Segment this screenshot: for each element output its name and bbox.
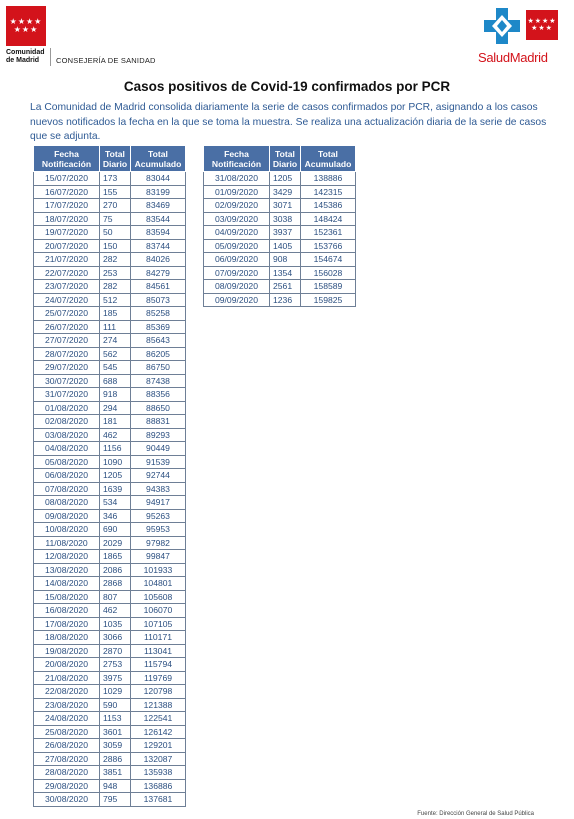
cell-cumulative-total: 153766 bbox=[301, 239, 356, 253]
cell-date: 02/09/2020 bbox=[204, 199, 270, 213]
cell-date: 27/07/2020 bbox=[34, 334, 100, 348]
cell-daily-total: 2868 bbox=[100, 577, 131, 591]
cell-daily-total: 1035 bbox=[100, 617, 131, 631]
cell-cumulative-total: 88831 bbox=[131, 415, 186, 429]
table-row bbox=[204, 226, 356, 240]
column-header-date: Fecha Notificación bbox=[204, 146, 270, 172]
table-row bbox=[34, 320, 186, 334]
table-row bbox=[34, 725, 186, 739]
cell-daily-total: 1153 bbox=[100, 712, 131, 726]
table-row bbox=[34, 496, 186, 510]
cell-daily-total: 807 bbox=[100, 590, 131, 604]
cell-daily-total: 1865 bbox=[100, 550, 131, 564]
cell-daily-total: 1090 bbox=[100, 455, 131, 469]
table-header-row bbox=[34, 146, 186, 172]
cell-date: 23/08/2020 bbox=[34, 698, 100, 712]
cell-daily-total: 282 bbox=[100, 253, 131, 267]
table-row bbox=[34, 455, 186, 469]
cell-daily-total: 2561 bbox=[270, 280, 301, 294]
cell-cumulative-total: 83044 bbox=[131, 172, 186, 186]
cell-cumulative-total: 92744 bbox=[131, 469, 186, 483]
cell-cumulative-total: 119769 bbox=[131, 671, 186, 685]
page-header bbox=[0, 0, 574, 70]
table-row bbox=[34, 253, 186, 267]
cell-cumulative-total: 156028 bbox=[301, 266, 356, 280]
cell-date: 27/08/2020 bbox=[34, 752, 100, 766]
page-title: Casos positivos de Covid-19 confirmados por PCR bbox=[123, 79, 451, 94]
cell-date: 05/09/2020 bbox=[204, 239, 270, 253]
cell-date: 15/07/2020 bbox=[34, 172, 100, 186]
header-divider bbox=[50, 48, 51, 66]
cell-cumulative-total: 158589 bbox=[301, 280, 356, 294]
cell-date: 28/07/2020 bbox=[34, 347, 100, 361]
cell-cumulative-total: 85258 bbox=[131, 307, 186, 321]
table-row bbox=[34, 631, 186, 645]
cell-date: 30/08/2020 bbox=[34, 793, 100, 807]
cell-daily-total: 3038 bbox=[270, 212, 301, 226]
cell-date: 25/07/2020 bbox=[34, 307, 100, 321]
cell-cumulative-total: 85643 bbox=[131, 334, 186, 348]
table-row bbox=[34, 415, 186, 429]
cell-daily-total: 181 bbox=[100, 415, 131, 429]
cell-daily-total: 545 bbox=[100, 361, 131, 375]
table-row bbox=[34, 644, 186, 658]
column-header-cumulative: Total Acumulado bbox=[301, 146, 356, 172]
cell-cumulative-total: 145386 bbox=[301, 199, 356, 213]
cell-date: 09/09/2020 bbox=[204, 293, 270, 307]
cell-daily-total: 253 bbox=[100, 266, 131, 280]
cell-daily-total: 1236 bbox=[270, 293, 301, 307]
table-row bbox=[34, 604, 186, 618]
cell-cumulative-total: 84279 bbox=[131, 266, 186, 280]
cell-cumulative-total: 83744 bbox=[131, 239, 186, 253]
table-row bbox=[34, 698, 186, 712]
cell-cumulative-total: 94917 bbox=[131, 496, 186, 510]
cell-date: 31/08/2020 bbox=[204, 172, 270, 186]
table-row bbox=[204, 212, 356, 226]
cell-date: 18/08/2020 bbox=[34, 631, 100, 645]
cell-daily-total: 795 bbox=[100, 793, 131, 807]
table-row bbox=[34, 793, 186, 807]
cell-date: 23/07/2020 bbox=[34, 280, 100, 294]
cell-daily-total: 690 bbox=[100, 523, 131, 537]
cell-daily-total: 3937 bbox=[270, 226, 301, 240]
cell-date: 17/07/2020 bbox=[34, 199, 100, 213]
cell-cumulative-total: 101933 bbox=[131, 563, 186, 577]
cell-daily-total: 270 bbox=[100, 199, 131, 213]
cell-daily-total: 3071 bbox=[270, 199, 301, 213]
table-row bbox=[34, 712, 186, 726]
table-row bbox=[204, 172, 356, 186]
cell-cumulative-total: 136886 bbox=[131, 779, 186, 793]
table-row bbox=[34, 509, 186, 523]
cell-daily-total: 2086 bbox=[100, 563, 131, 577]
table-row bbox=[34, 199, 186, 213]
cell-cumulative-total: 83199 bbox=[131, 185, 186, 199]
comunidad-de-madrid-logo bbox=[6, 6, 48, 65]
cell-date: 24/07/2020 bbox=[34, 293, 100, 307]
cell-daily-total: 346 bbox=[100, 509, 131, 523]
cell-date: 09/08/2020 bbox=[34, 509, 100, 523]
cell-daily-total: 688 bbox=[100, 374, 131, 388]
cell-cumulative-total: 135938 bbox=[131, 766, 186, 780]
cell-date: 19/07/2020 bbox=[34, 226, 100, 240]
cell-daily-total: 1205 bbox=[100, 469, 131, 483]
cell-daily-total: 173 bbox=[100, 172, 131, 186]
table-row bbox=[34, 658, 186, 672]
cell-daily-total: 562 bbox=[100, 347, 131, 361]
cell-date: 21/07/2020 bbox=[34, 253, 100, 267]
cell-daily-total: 3059 bbox=[100, 739, 131, 753]
table-row bbox=[34, 766, 186, 780]
cell-cumulative-total: 148424 bbox=[301, 212, 356, 226]
cell-daily-total: 111 bbox=[100, 320, 131, 334]
cell-daily-total: 3851 bbox=[100, 766, 131, 780]
cell-daily-total: 282 bbox=[100, 280, 131, 294]
cell-date: 16/08/2020 bbox=[34, 604, 100, 618]
cell-daily-total: 2886 bbox=[100, 752, 131, 766]
cell-date: 02/08/2020 bbox=[34, 415, 100, 429]
table-row bbox=[34, 536, 186, 550]
table-row bbox=[34, 469, 186, 483]
cell-cumulative-total: 113041 bbox=[131, 644, 186, 658]
cell-daily-total: 155 bbox=[100, 185, 131, 199]
table-row bbox=[34, 752, 186, 766]
cell-daily-total: 3975 bbox=[100, 671, 131, 685]
cell-cumulative-total: 89293 bbox=[131, 428, 186, 442]
cell-cumulative-total: 159825 bbox=[301, 293, 356, 307]
cell-date: 07/09/2020 bbox=[204, 266, 270, 280]
cell-cumulative-total: 137681 bbox=[131, 793, 186, 807]
column-header-daily: Total Diario bbox=[100, 146, 131, 172]
madrid-flag-icon: ★★★★ ★★★ bbox=[6, 6, 46, 46]
cell-cumulative-total: 132087 bbox=[131, 752, 186, 766]
table-row bbox=[34, 442, 186, 456]
cell-cumulative-total: 121388 bbox=[131, 698, 186, 712]
cell-cumulative-total: 122541 bbox=[131, 712, 186, 726]
table-row bbox=[34, 185, 186, 199]
cell-daily-total: 3429 bbox=[270, 185, 301, 199]
cell-cumulative-total: 104801 bbox=[131, 577, 186, 591]
cell-cumulative-total: 154674 bbox=[301, 253, 356, 267]
cell-date: 05/08/2020 bbox=[34, 455, 100, 469]
cell-daily-total: 3601 bbox=[100, 725, 131, 739]
cell-daily-total: 150 bbox=[100, 239, 131, 253]
table-row bbox=[34, 293, 186, 307]
cell-date: 29/07/2020 bbox=[34, 361, 100, 375]
cell-date: 01/08/2020 bbox=[34, 401, 100, 415]
cases-table-left bbox=[33, 145, 186, 807]
table-row bbox=[34, 401, 186, 415]
cell-date: 20/07/2020 bbox=[34, 239, 100, 253]
cell-date: 14/08/2020 bbox=[34, 577, 100, 591]
table-row bbox=[34, 523, 186, 537]
cell-cumulative-total: 115794 bbox=[131, 658, 186, 672]
cell-date: 30/07/2020 bbox=[34, 374, 100, 388]
cell-cumulative-total: 91539 bbox=[131, 455, 186, 469]
cell-date: 16/07/2020 bbox=[34, 185, 100, 199]
cell-date: 08/09/2020 bbox=[204, 280, 270, 294]
cell-cumulative-total: 126142 bbox=[131, 725, 186, 739]
cell-cumulative-total: 105608 bbox=[131, 590, 186, 604]
cell-cumulative-total: 110171 bbox=[131, 631, 186, 645]
cell-daily-total: 948 bbox=[100, 779, 131, 793]
table-row bbox=[34, 577, 186, 591]
cell-daily-total: 185 bbox=[100, 307, 131, 321]
cell-cumulative-total: 86205 bbox=[131, 347, 186, 361]
department-label: CONSEJERÍA DE SANIDAD bbox=[56, 56, 156, 65]
cell-date: 22/08/2020 bbox=[34, 685, 100, 699]
table-row bbox=[34, 226, 186, 240]
cell-date: 06/09/2020 bbox=[204, 253, 270, 267]
cell-cumulative-total: 138886 bbox=[301, 172, 356, 186]
table-row bbox=[34, 563, 186, 577]
cell-cumulative-total: 99847 bbox=[131, 550, 186, 564]
cell-date: 21/08/2020 bbox=[34, 671, 100, 685]
cell-cumulative-total: 97982 bbox=[131, 536, 186, 550]
cell-date: 26/08/2020 bbox=[34, 739, 100, 753]
table-row bbox=[34, 388, 186, 402]
column-header-cumulative: Total Acumulado bbox=[131, 146, 186, 172]
cell-daily-total: 462 bbox=[100, 604, 131, 618]
cell-daily-total: 908 bbox=[270, 253, 301, 267]
cell-date: 03/09/2020 bbox=[204, 212, 270, 226]
cell-cumulative-total: 83469 bbox=[131, 199, 186, 213]
cell-date: 20/08/2020 bbox=[34, 658, 100, 672]
table-row bbox=[34, 374, 186, 388]
cell-cumulative-total: 152361 bbox=[301, 226, 356, 240]
cell-date: 08/08/2020 bbox=[34, 496, 100, 510]
table-row bbox=[204, 293, 356, 307]
cell-date: 26/07/2020 bbox=[34, 320, 100, 334]
table-row bbox=[34, 671, 186, 685]
cell-date: 07/08/2020 bbox=[34, 482, 100, 496]
cell-daily-total: 918 bbox=[100, 388, 131, 402]
comunidad-de-madrid-label: Comunidad de Madrid bbox=[6, 49, 45, 64]
table-row bbox=[34, 334, 186, 348]
cell-cumulative-total: 88356 bbox=[131, 388, 186, 402]
cell-daily-total: 590 bbox=[100, 698, 131, 712]
cell-cumulative-total: 120798 bbox=[131, 685, 186, 699]
table-row bbox=[34, 361, 186, 375]
table-row bbox=[34, 779, 186, 793]
table-row bbox=[34, 482, 186, 496]
table-row bbox=[34, 212, 186, 226]
table-row bbox=[34, 280, 186, 294]
table-row bbox=[34, 590, 186, 604]
cell-daily-total: 75 bbox=[100, 212, 131, 226]
column-header-daily: Total Diario bbox=[270, 146, 301, 172]
cell-daily-total: 1029 bbox=[100, 685, 131, 699]
source-note: Fuente: Dirección General de Salud Pública bbox=[417, 811, 534, 817]
cell-daily-total: 2029 bbox=[100, 536, 131, 550]
table-row bbox=[204, 266, 356, 280]
cell-cumulative-total: 85369 bbox=[131, 320, 186, 334]
table-row bbox=[34, 347, 186, 361]
cell-cumulative-total: 106070 bbox=[131, 604, 186, 618]
cell-cumulative-total: 107105 bbox=[131, 617, 186, 631]
cell-cumulative-total: 94383 bbox=[131, 482, 186, 496]
cell-cumulative-total: 84561 bbox=[131, 280, 186, 294]
cell-date: 19/08/2020 bbox=[34, 644, 100, 658]
cell-cumulative-total: 83544 bbox=[131, 212, 186, 226]
table-row bbox=[34, 239, 186, 253]
cell-date: 17/08/2020 bbox=[34, 617, 100, 631]
cell-daily-total: 1205 bbox=[270, 172, 301, 186]
cell-daily-total: 1639 bbox=[100, 482, 131, 496]
cell-date: 25/08/2020 bbox=[34, 725, 100, 739]
cell-daily-total: 534 bbox=[100, 496, 131, 510]
cell-date: 13/08/2020 bbox=[34, 563, 100, 577]
cell-date: 18/07/2020 bbox=[34, 212, 100, 226]
health-cross-icon bbox=[482, 6, 522, 46]
table-header-row bbox=[204, 146, 356, 172]
cell-date: 04/08/2020 bbox=[34, 442, 100, 456]
cell-date: 22/07/2020 bbox=[34, 266, 100, 280]
cell-daily-total: 274 bbox=[100, 334, 131, 348]
cell-date: 15/08/2020 bbox=[34, 590, 100, 604]
cell-date: 29/08/2020 bbox=[34, 779, 100, 793]
cell-daily-total: 1354 bbox=[270, 266, 301, 280]
table-row bbox=[34, 428, 186, 442]
cell-date: 04/09/2020 bbox=[204, 226, 270, 240]
cell-date: 10/08/2020 bbox=[34, 523, 100, 537]
cell-cumulative-total: 88650 bbox=[131, 401, 186, 415]
cell-daily-total: 2753 bbox=[100, 658, 131, 672]
table-row bbox=[34, 685, 186, 699]
cell-cumulative-total: 142315 bbox=[301, 185, 356, 199]
table-row bbox=[34, 617, 186, 631]
table-row bbox=[204, 185, 356, 199]
cell-daily-total: 462 bbox=[100, 428, 131, 442]
cell-daily-total: 1405 bbox=[270, 239, 301, 253]
cell-date: 06/08/2020 bbox=[34, 469, 100, 483]
cell-date: 11/08/2020 bbox=[34, 536, 100, 550]
table-row bbox=[204, 239, 356, 253]
cell-date: 03/08/2020 bbox=[34, 428, 100, 442]
cell-daily-total: 294 bbox=[100, 401, 131, 415]
table-row bbox=[204, 253, 356, 267]
cell-date: 12/08/2020 bbox=[34, 550, 100, 564]
table-row bbox=[34, 172, 186, 186]
cell-cumulative-total: 129201 bbox=[131, 739, 186, 753]
cell-cumulative-total: 86750 bbox=[131, 361, 186, 375]
cell-daily-total: 1156 bbox=[100, 442, 131, 456]
cell-date: 24/08/2020 bbox=[34, 712, 100, 726]
cases-table-right bbox=[203, 145, 356, 307]
cell-daily-total: 50 bbox=[100, 226, 131, 240]
table-row bbox=[34, 307, 186, 321]
cell-cumulative-total: 87438 bbox=[131, 374, 186, 388]
cell-cumulative-total: 85073 bbox=[131, 293, 186, 307]
cell-cumulative-total: 95263 bbox=[131, 509, 186, 523]
saludmadrid-label: SaludMadrid bbox=[478, 50, 548, 65]
table-row bbox=[34, 266, 186, 280]
table-row bbox=[34, 739, 186, 753]
cell-date: 01/09/2020 bbox=[204, 185, 270, 199]
cell-date: 28/08/2020 bbox=[34, 766, 100, 780]
intro-paragraph: La Comunidad de Madrid consolida diariamente la serie de casos confirmados por PCR, asignando a los casos nuevos notificados la fecha en la que se toma la muestra. Se realiza una actualización diaria de la serie de casos que se adjunta. bbox=[30, 102, 547, 142]
cell-date: 31/07/2020 bbox=[34, 388, 100, 402]
cell-cumulative-total: 84026 bbox=[131, 253, 186, 267]
cell-cumulative-total: 95953 bbox=[131, 523, 186, 537]
cell-daily-total: 3066 bbox=[100, 631, 131, 645]
table-row bbox=[204, 199, 356, 213]
table-row bbox=[34, 550, 186, 564]
table-row bbox=[204, 280, 356, 294]
madrid-stars-icon: ★★★★ ★★★ bbox=[526, 10, 558, 40]
column-header-date: Fecha Notificación bbox=[34, 146, 100, 172]
saludmadrid-logo bbox=[478, 6, 560, 66]
cell-daily-total: 512 bbox=[100, 293, 131, 307]
cell-cumulative-total: 90449 bbox=[131, 442, 186, 456]
cell-daily-total: 2870 bbox=[100, 644, 131, 658]
cell-cumulative-total: 83594 bbox=[131, 226, 186, 240]
